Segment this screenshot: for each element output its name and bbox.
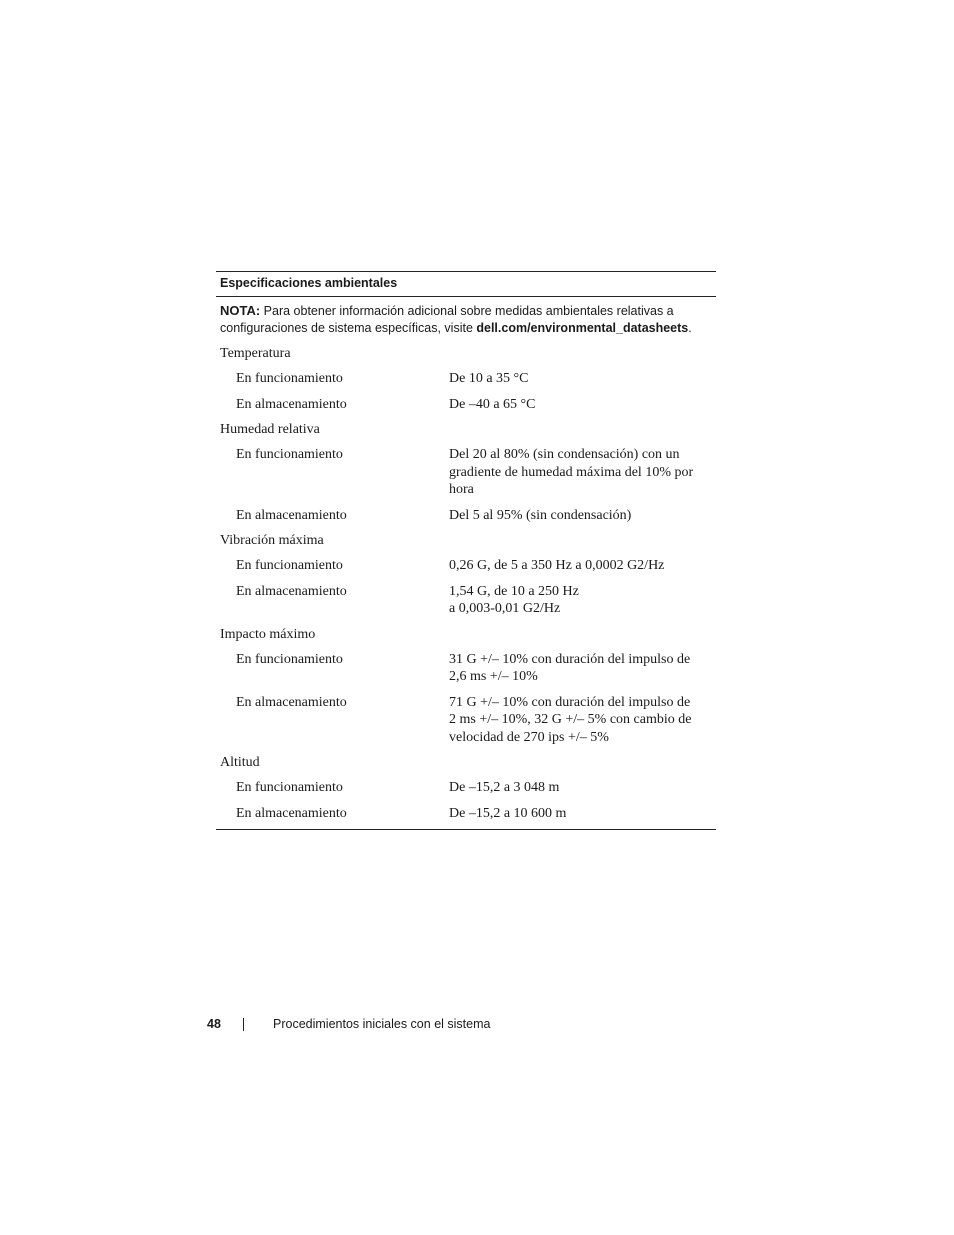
section-title: Impacto máximo	[220, 626, 316, 642]
spec-value: 1,54 G, de 10 a 250 Hz a 0,003-0,01 G2/Hz	[449, 583, 579, 616]
spec-row	[216, 370, 716, 388]
spec-label: En funcionamiento	[236, 780, 343, 795]
page-footer	[207, 1015, 490, 1033]
spec-label: En almacenamiento	[236, 583, 347, 599]
spec-row	[216, 805, 716, 823]
spec-value: Del 5 al 95% (sin condensación)	[449, 507, 632, 523]
spec-row	[216, 694, 716, 747]
section-title: Temperatura	[220, 346, 291, 361]
section-title: Vibración máxima	[220, 533, 324, 548]
spec-value: De –40 a 65 °C	[449, 396, 536, 412]
spec-row	[216, 446, 716, 499]
note-end: .	[688, 321, 692, 335]
spec-label: En almacenamiento	[236, 694, 347, 710]
datasheets-link[interactable]: dell.com/environmental_datasheets	[476, 321, 689, 335]
spec-label: En almacenamiento	[236, 396, 347, 412]
spec-label: En funcionamiento	[236, 558, 343, 573]
spec-label: En almacenamiento	[236, 805, 347, 821]
spec-label: En funcionamiento	[236, 651, 343, 667]
spec-label: En funcionamiento	[236, 371, 343, 386]
spec-value: 31 G +/– 10% con duración del impulso de 2,6 ms +/– 10%	[449, 651, 691, 684]
spec-row	[216, 557, 716, 575]
spec-row	[216, 651, 716, 686]
section-title: Humedad relativa	[220, 422, 320, 437]
spec-value: 0,26 G, de 5 a 350 Hz a 0,0002 G2/Hz	[449, 558, 665, 573]
spec-row	[216, 396, 716, 414]
note-label: NOTA:	[220, 303, 261, 318]
spec-value: De 10 a 35 °C	[449, 371, 529, 386]
spec-row	[216, 583, 716, 618]
spec-value: De –15,2 a 3 048 m	[449, 780, 560, 795]
note	[216, 297, 716, 337]
note-text: Para obtener información adicional sobre medidas ambientales relativas a configuraciones de sistema específicas, visite	[220, 304, 674, 335]
spec-value: De –15,2 a 10 600 m	[449, 805, 567, 821]
page-number: 48	[207, 1017, 221, 1031]
footer-title: Procedimientos iniciales con el sistema	[273, 1017, 491, 1031]
spec-value: Del 20 al 80% (sin condensación) con un gradiente de humedad máxima del 10% por hora	[449, 447, 694, 497]
spec-value: 71 G +/– 10% con duración del impulso de 2 ms +/– 10%, 32 G +/– 5% con cambio de velocidad de 270 ips +/– 5%	[449, 694, 692, 745]
table-header: Especificaciones ambientales	[216, 272, 716, 297]
spec-row	[216, 507, 716, 525]
spec-label: En funcionamiento	[236, 447, 343, 462]
spec-label: En almacenamiento	[236, 507, 347, 523]
section-title: Altitud	[220, 755, 260, 770]
footer-separator	[243, 1015, 273, 1033]
spec-table	[216, 271, 716, 830]
spec-row	[216, 779, 716, 797]
